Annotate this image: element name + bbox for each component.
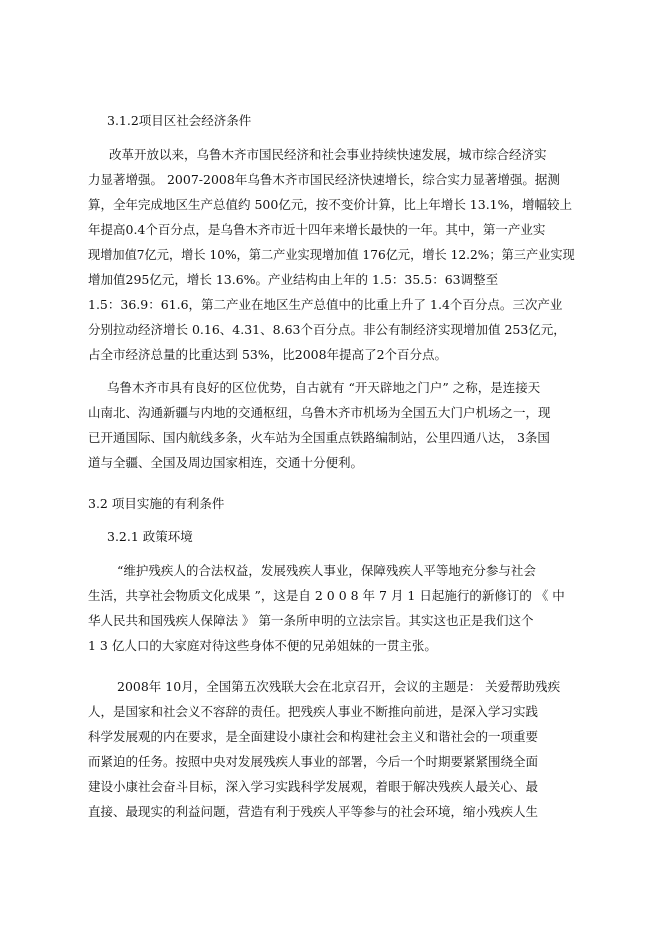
text-line: 年提高0.4个百分点，是乌鲁木齐市近十四年来增长最快的一年。其中，第一产业实 [88,222,546,237]
text-line: 增加值295亿元，增长 13.6%。产业结构由上年的 1.5：35.5：63调整至 [88,272,499,287]
text-line: 直接、最现实的利益问题，营造有利于残疾人平等参与的社会环境，缩小残疾人生 [88,804,539,819]
text-line: 道与全疆、全国及周边国家相连，交通十分便利。 [88,455,364,470]
text-line: 山南北、沟通新疆与内地的交通枢纽，乌鲁木齐市机场为全国五大门户机场之一，现 [88,405,551,420]
text-line: 分别拉动经济增长 0.16、4.31、8.63个百分点。非公有制经济实现增加值 253亿元， [88,322,566,337]
text-line: 生活，共享社会物质文化成果 ”，这是自 2 0 0 8 年 7 月 1 日起施行的新修订的 《 中 [88,588,565,603]
text-line: 华人民共和国残疾人保障法 》 第一条所申明的立法宗旨。其实这也正是我们这个 [88,613,534,628]
text-line: 已开通国际、国内航线多条，火车站为全国重点铁路编制站，公里四通八达， 3条国 [88,430,550,445]
text-line: 乌鲁木齐市具有良好的区位优势，自古就有 “开天辟地之门户” 之称，是连接天 [107,380,541,395]
section-heading-3-1-2: 3.1.2项目区社会经济条件 [107,113,252,128]
text-line: 算，全年完成地区生产总值约 500亿元，按不变价计算，比上年增长 13.1%，增幅较上 [88,197,573,212]
text-line: 占全市经济总量的比重达到 53%，比2008年提高了2个百分点。 [88,347,448,362]
subsection-heading-3-2-1: 3.2.1 政策环境 [107,529,193,544]
text-line: 科学发展观的内在要求，是全面建设小康社会和构建社会主义和谐社会的一项重要 [88,729,539,744]
text-line: 建设小康社会奋斗目标，深入学习实践科学发展观，着眼于解决残疾人最关心、最 [88,779,539,794]
text-line: 2008年 10月，全国第五次残联大会在北京召开，会议的主题是： 关爱帮助残疾 [117,679,561,694]
section-heading-3-2: 3.2 项目实施的有利条件 [88,496,225,511]
text-line: 改革开放以来，乌鲁木齐市国民经济和社会事业持续快速发展，城市综合经济实 [109,147,547,162]
text-line: 力显著增强。 2007-2008年乌鲁木齐市国民经济快速增长，综合实力显著增强。据测 [88,172,560,187]
text-line: 1 3 亿人口的大家庭对待这些身体不便的兄弟姐妹的一贯主张。 [88,638,437,653]
text-line: 人，是国家和社会义不容辞的责任。把残疾人事业不断推向前进，是深入学习实践 [88,704,539,719]
text-line: 1.5：36.9：61.6，第二产业在地区生产总值中的比重上升了 1.4个百分点。三次产业 [88,297,563,312]
text-line: 现增加值7亿元，增长 10%，第二产业实现增加值 176亿元，增长 12.2%；第三产业实现 [88,247,575,262]
text-line: 而紧迫的任务。按照中央对发展残疾人事业的部署，今后一个时期要紧紧围绕全面 [88,754,539,769]
text-line: “维护残疾人的合法权益，发展残疾人事业，保障残疾人平等地充分参与社会 [117,563,536,578]
